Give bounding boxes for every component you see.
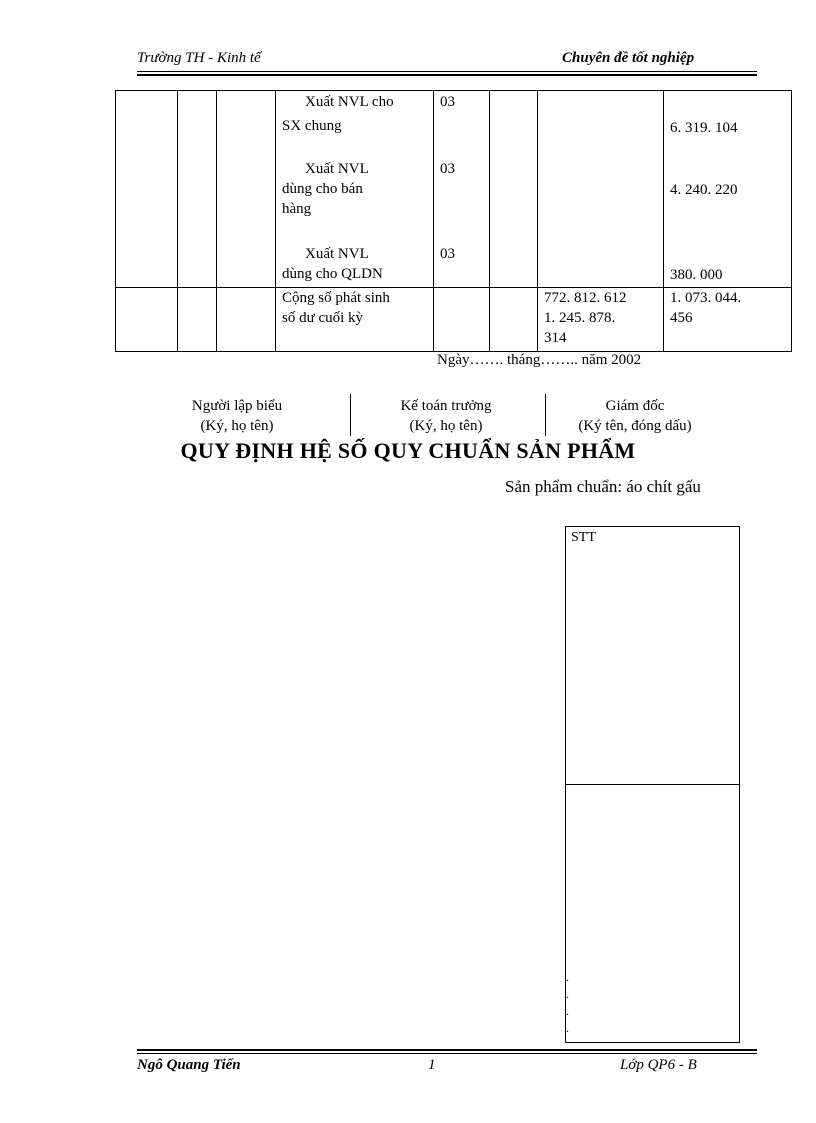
- signature-note: (Ký, họ tên): [200, 418, 274, 434]
- signature-role: Giám đốc: [605, 398, 665, 414]
- signature-divider: [350, 394, 351, 436]
- footer-rule-thick: [137, 1049, 757, 1051]
- totals-label: Cộng số phát sinh: [282, 290, 390, 306]
- table-cell: [538, 91, 664, 288]
- signature-role: Kế toán trưởng: [400, 398, 492, 414]
- code-cell: [434, 91, 490, 288]
- date-line: Ngày……. tháng…….. năm 2002: [437, 352, 642, 368]
- totals-label-cell: [276, 288, 434, 352]
- amount-value: 380. 000: [670, 267, 723, 283]
- signature-role: Người lập biểu: [191, 398, 283, 414]
- entry-text: hàng: [282, 201, 312, 217]
- entry-text: dùng cho QLDN: [282, 266, 383, 282]
- stt-divider: [565, 784, 740, 785]
- account-code: 03: [440, 94, 455, 110]
- credit-total-cell: [664, 288, 792, 352]
- credit-total: 1. 073. 044.: [670, 290, 742, 306]
- entry-text: Xuất NVL: [305, 246, 369, 262]
- totals-row: [116, 288, 792, 352]
- section-title: QUY ĐỊNH HỆ SỐ QUY CHUẨN SẢN PHẨM: [180, 438, 636, 463]
- stt-dot: .: [566, 1021, 569, 1035]
- signature-director: [560, 396, 710, 436]
- amount-value: 6. 319. 104: [670, 120, 738, 136]
- credit-total: 456: [670, 310, 693, 326]
- table-cell: [116, 91, 178, 288]
- amount-value: 4. 240. 220: [670, 182, 738, 198]
- page-number: 1: [428, 1057, 436, 1073]
- header-school: Trường TH - Kinh tế: [137, 50, 261, 66]
- table-row: [116, 91, 792, 288]
- amount-cell: [664, 91, 792, 288]
- signature-divider: [545, 394, 546, 436]
- table-cell: [490, 91, 538, 288]
- description-cell: [276, 91, 434, 288]
- entry-text: Xuất NVL: [305, 161, 369, 177]
- table-cell: [490, 288, 538, 352]
- table-cell: [217, 91, 276, 288]
- stt-dot: .: [566, 970, 569, 984]
- header-rule: [137, 71, 757, 72]
- table-cell: [178, 288, 217, 352]
- debit-total: 1. 245. 878.: [544, 310, 616, 326]
- debit-total-cell: [538, 288, 664, 352]
- stt-header: STT: [571, 530, 596, 545]
- totals-label: số dư cuối kỳ: [282, 310, 364, 326]
- stt-dot: .: [566, 987, 569, 1001]
- table-cell: [217, 288, 276, 352]
- table-cell: [434, 288, 490, 352]
- entry-text: dùng cho bán: [282, 181, 363, 197]
- entry-text: SX chung: [282, 118, 342, 134]
- entry-text: Xuất NVL cho: [305, 94, 394, 110]
- header-topic: Chuyên đề tốt nghiệp: [562, 50, 695, 66]
- footer-author: Ngô Quang Tiến: [137, 1057, 241, 1073]
- footer-class: Lớp QP6 - B: [620, 1057, 697, 1073]
- signature-note: (Ký, họ tên): [409, 418, 483, 434]
- signature-preparer: [166, 396, 308, 436]
- account-code: 03: [440, 246, 455, 262]
- signature-chief-accountant: [372, 396, 520, 436]
- stt-dot: .: [566, 1004, 569, 1018]
- table-cell: [116, 288, 178, 352]
- header-rule-thick: [137, 74, 757, 76]
- footer-rule: [137, 1053, 757, 1054]
- debit-total: 314: [544, 330, 567, 346]
- ledger-table: [115, 90, 792, 352]
- signature-note: (Ký tên, đóng dấu): [578, 418, 692, 434]
- account-code: 03: [440, 161, 455, 177]
- table-cell: [178, 91, 217, 288]
- debit-total: 772. 812. 612: [544, 290, 627, 306]
- standard-product: Sản phẩm chuẩn: áo chít gấu: [505, 477, 701, 496]
